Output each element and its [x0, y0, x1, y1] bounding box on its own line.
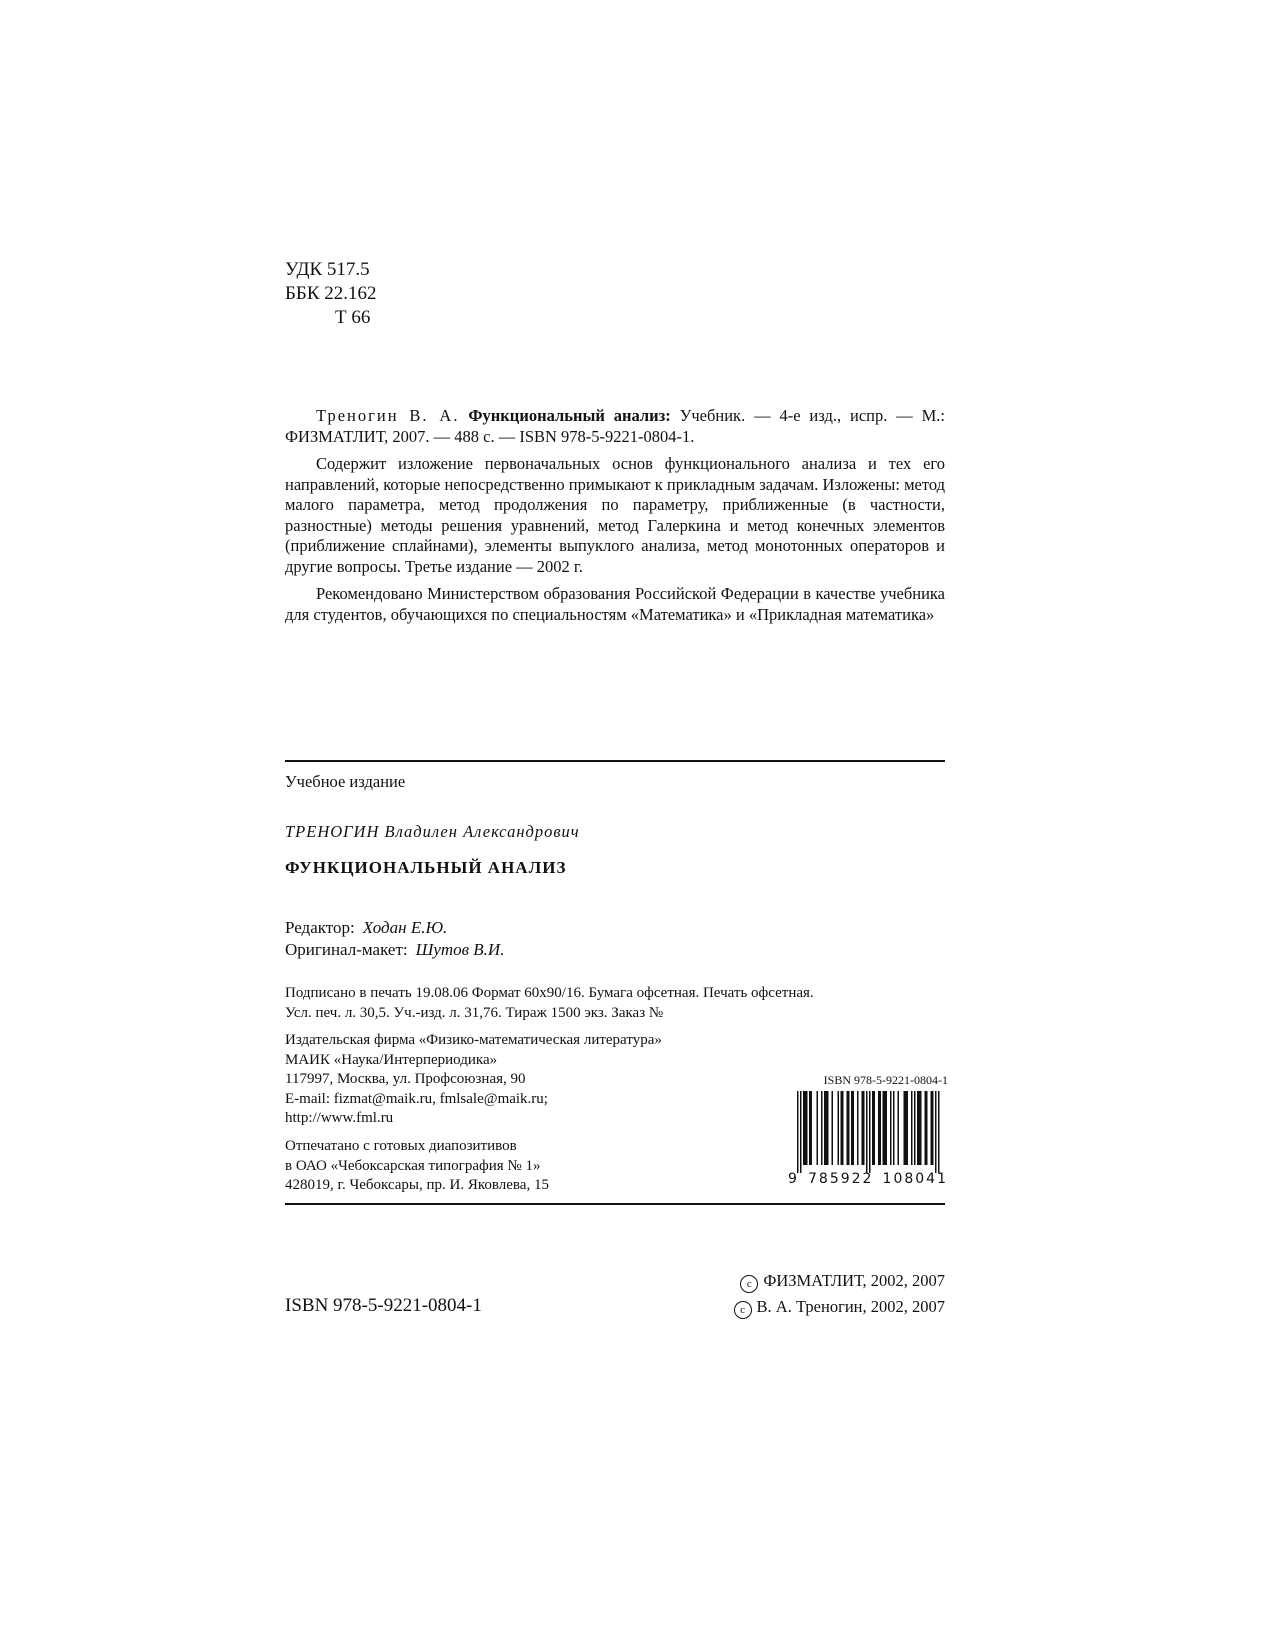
citation-title: Функциональный анализ: — [468, 406, 671, 425]
barcode-bar — [863, 1091, 865, 1165]
barcode-bar — [866, 1091, 868, 1173]
barcode-digits-left: 785922 — [808, 1171, 874, 1187]
barcode-bar — [917, 1091, 919, 1165]
barcode-bar — [905, 1091, 907, 1165]
barcode-bar — [841, 1091, 843, 1165]
printer-line: 428019, г. Чебоксары, пр. И. Яковлева, 15 — [285, 1177, 549, 1193]
editor-name: Ходан Е.Ю. — [362, 918, 448, 937]
copyright-icon: c — [740, 1275, 758, 1293]
barcode-bar — [838, 1091, 840, 1165]
publisher-line: Издательская фирма «Физико-математическая литература» — [285, 1032, 662, 1048]
barcode-bar — [797, 1091, 799, 1173]
barcode-bar — [800, 1091, 802, 1173]
barcode-bar — [898, 1091, 900, 1165]
top-divider — [285, 760, 945, 762]
publisher-info — [285, 1031, 662, 1129]
editor-line — [285, 917, 504, 939]
publisher-website: http://www.fml.ru — [285, 1110, 394, 1126]
copyright-line — [712, 1268, 945, 1294]
barcode-bar — [817, 1091, 819, 1165]
abstract-paragraph: Содержит изложение первоначальных основ функционального анализа и тех его направлений, которые непосредственно примыкают к прикладным задачам. Изложены: метод малого параметра, метод продолжения по параметру, приближенные (в частности, разностные) методы решения уравнений, метод Галеркина и метод конечных элементов (приближение сплайнами), элементы выпуклого анализа, метод монотонных операторов и другие вопросы. Третье издание — 2002 г. — [285, 454, 946, 576]
barcode-bar — [805, 1091, 807, 1165]
bottom-divider — [285, 1203, 945, 1205]
print-info-line: Усл. печ. л. 30,5. Уч.-изд. л. 31,76. Тираж 1500 экз. Заказ № — [285, 1005, 664, 1021]
barcode-bar — [935, 1091, 937, 1173]
barcode-bar — [932, 1091, 934, 1165]
author-full-name: ТРЕНОГИН Владилен Александрович — [285, 822, 580, 841]
print-info — [285, 983, 814, 1023]
barcode-bar — [827, 1091, 829, 1165]
layout-line — [285, 939, 504, 961]
barcode-bar — [878, 1091, 880, 1165]
barcode-bar — [884, 1091, 886, 1165]
barcode-bar — [862, 1091, 864, 1165]
barcode-bar — [803, 1091, 805, 1165]
printer-info — [285, 1137, 549, 1196]
layout-name: Шутов В.И. — [415, 940, 505, 959]
printer-line: в ОАО «Чебоксарская типография № 1» — [285, 1157, 541, 1174]
barcode-bar — [880, 1091, 882, 1165]
bibliographic-citation — [285, 406, 945, 447]
barcode-bar — [857, 1091, 859, 1165]
barcode-bar — [832, 1091, 834, 1165]
barcode-bar — [926, 1091, 928, 1165]
copyright-holder: В. А. Треногин, 2002, 2007 — [756, 1297, 945, 1316]
barcode-bar — [920, 1091, 922, 1165]
classification-block — [285, 258, 377, 330]
copyright-icon: c — [734, 1301, 752, 1319]
isbn-barcode — [788, 1073, 948, 1187]
barcode-bars — [788, 1091, 948, 1173]
editors-block — [285, 917, 504, 961]
edition-type: Учебное издание — [285, 772, 406, 791]
author-mark: Т 66 — [335, 307, 371, 328]
barcode-digits-right: 108041 — [882, 1171, 948, 1187]
barcode-bar — [853, 1091, 855, 1165]
barcode-bar — [907, 1091, 909, 1165]
barcode-bar — [904, 1091, 906, 1165]
barcode-bar — [826, 1091, 828, 1165]
copyright-holder: ФИЗМАТЛИТ, 2002, 2007 — [763, 1271, 945, 1290]
printer-line: Отпечатано с готовых диапозитивов — [285, 1138, 517, 1154]
publisher-line: 117997, Москва, ул. Профсоюзная, 90 — [285, 1071, 526, 1087]
isbn-main: ISBN 978-5-9221-0804-1 — [285, 1295, 482, 1316]
barcode-bar — [821, 1091, 823, 1165]
print-info-line: Подписано в печать 19.08.06 Формат 60x90/16. Бумага офсетная. Печать офсетная. — [285, 985, 814, 1001]
barcode-bar — [851, 1091, 853, 1165]
barcode-bar — [842, 1091, 844, 1165]
barcode-bar — [869, 1091, 871, 1173]
layout-label: Оригинал-макет: — [285, 940, 408, 959]
recommendation-paragraph: Рекомендовано Министерством образования Российской Федерации в качестве учебника для студентов, обучающихся по специальностям «Математика» и «Прикладная математика» — [285, 584, 945, 624]
book-title: ФУНКЦИОНАЛЬНЫЙ АНАЛИЗ — [285, 858, 567, 877]
barcode-bar — [847, 1091, 849, 1165]
barcode-bar — [824, 1091, 826, 1165]
barcode-bar — [938, 1091, 940, 1173]
barcode-bar — [809, 1091, 811, 1165]
copyright-block — [712, 1268, 945, 1320]
copyright-line — [712, 1294, 945, 1320]
barcode-bar — [919, 1091, 921, 1165]
barcode-bar — [874, 1091, 876, 1165]
annotation-block — [285, 406, 945, 632]
editor-label: Редактор: — [285, 918, 355, 937]
udk-code: УДК 517.5 — [285, 259, 370, 280]
barcode-bar — [911, 1091, 913, 1165]
barcode-bar — [883, 1091, 885, 1165]
barcode-bar — [848, 1091, 850, 1165]
barcode-digits — [788, 1171, 948, 1187]
barcode-bar — [893, 1091, 895, 1165]
barcode-bar — [914, 1091, 916, 1165]
barcode-bar — [931, 1091, 933, 1165]
publisher-email: E-mail: fizmat@maik.ru, fmlsale@maik.ru; — [285, 1090, 548, 1107]
barcode-bar — [890, 1091, 892, 1165]
bbk-code: ББК 22.162 — [285, 283, 377, 304]
barcode-bar — [811, 1091, 813, 1165]
citation-author: Треногин В. А. — [316, 406, 460, 425]
barcode-bar — [806, 1091, 808, 1165]
barcode-isbn-label: ISBN 978-5-9221-0804-1 — [823, 1073, 948, 1087]
barcode-bar — [886, 1091, 888, 1165]
barcode-digit-first: 9 — [788, 1171, 799, 1187]
barcode-bar — [872, 1091, 874, 1165]
citation-details: Учебник. — 4-е изд., испр. — М.: ФИЗМАТЛИТ, 2007. — 488 с. — ISBN 978-5-9221-0804-1. — [285, 406, 946, 446]
publisher-line: МАИК «Наука/Интерпериодика» — [285, 1051, 498, 1068]
barcode-bar — [925, 1091, 927, 1165]
